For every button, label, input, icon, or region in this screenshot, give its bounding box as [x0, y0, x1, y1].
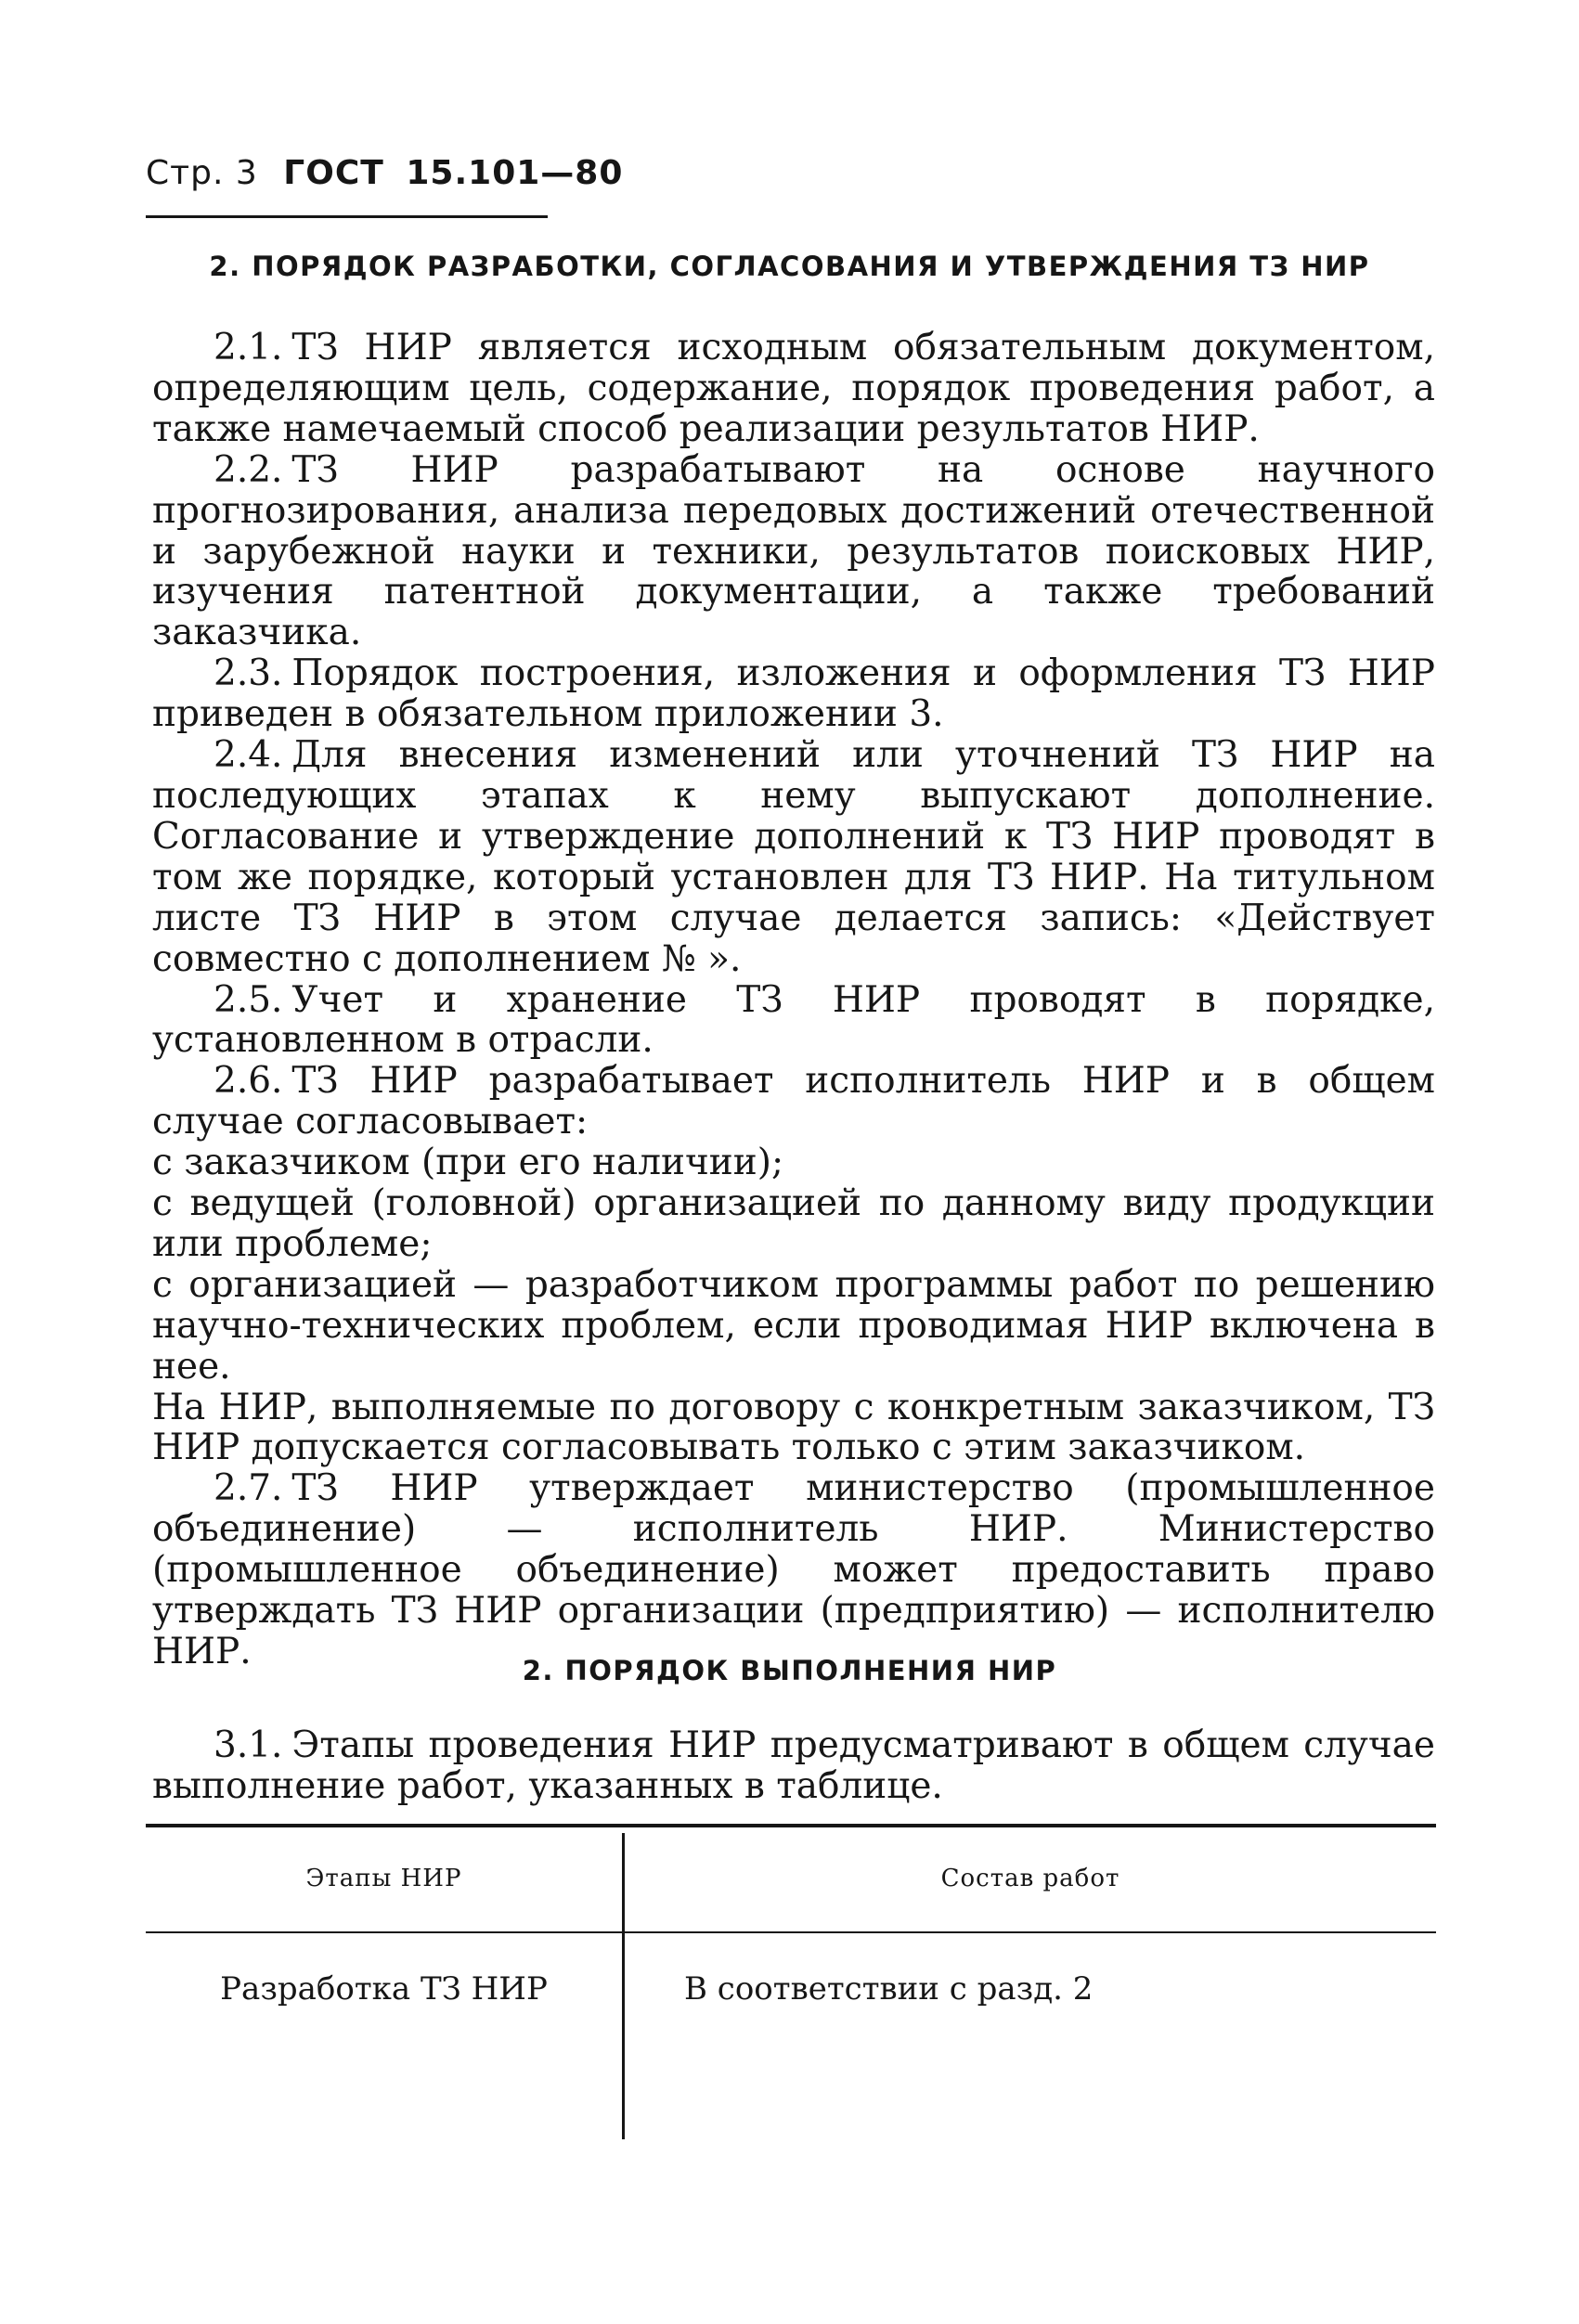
clause-text: Учет и хранение ТЗ НИР проводят в порядке, установленном в отрасли. — [152, 978, 1435, 1062]
column-header-stage: Этапы НИР — [305, 1865, 462, 1892]
clause-text: Для внесения изменений или уточнений ТЗ НИР на последующих этапах к нему выпускают дополнение. Согласование и утверждение дополнений к ТЗ НИР проводят в том же порядке, который установлен для ТЗ НИР. На титульном листе ТЗ НИР в этом случае делается запись: «Действует совместно с дополнением № ». — [152, 734, 1435, 980]
approval-item: с ведущей (головной) организацией по данному виду продукции или проблеме; — [152, 1182, 1435, 1265]
column-header-works: Состав работ — [940, 1865, 1120, 1892]
clause-2-6-note: На НИР, выполняемые по договору с конкретным заказчиком, ТЗ НИР допускается согласовывать только с этим заказчиком. — [152, 1386, 1435, 1469]
clause-2-1 — [152, 328, 1435, 450]
standard-label: ГОСТ — [283, 154, 384, 192]
clause-text: ТЗ НИР является исходным обязательным документом, определяющим цель, содержание, порядок проведения работ, а также намечаемый способ реализации результатов НИР. — [152, 327, 1435, 450]
clause-2-2 — [152, 450, 1435, 654]
clause-3-1 — [152, 1725, 1435, 1807]
clause-2-7 — [152, 1468, 1435, 1672]
clause-number: 2.3. — [214, 652, 283, 695]
clause-text: ТЗ НИР разрабатывает исполнитель НИР и в общем случае согласовывает: — [152, 1060, 1435, 1143]
approval-item: с заказчиком (при его наличии); — [152, 1142, 784, 1184]
section-3-title: 2. ПОРЯДОК ВЫПОЛНЕНИЯ НИР — [522, 1655, 1057, 1686]
clause-number: 2.7. — [214, 1467, 283, 1510]
section-2-title: 2. ПОРЯДОК РАЗРАБОТКИ, СОГЛАСОВАНИЯ И УТВЕРЖДЕНИЯ ТЗ НИР — [209, 251, 1370, 282]
clause-text: ТЗ НИР разрабатывают на основе научного прогнозирования, анализа передовых достижений отечественной и зарубежной науки и техники, результатов поисковых НИР, изучения патентной документации, а также требований заказчика. — [152, 448, 1435, 654]
clause-number: 2.4. — [214, 734, 283, 777]
table-header-rule — [146, 1931, 1436, 1933]
clause-number: 2.2. — [214, 448, 283, 491]
stages-table — [146, 1824, 1436, 2139]
running-head — [146, 154, 623, 192]
clause-text: Этапы проведения НИР предусматривают в общем случае выполнение работ, указанных в таблице. — [152, 1724, 1435, 1807]
table-top-rule — [146, 1824, 1436, 1827]
clause-number: 2.5. — [214, 978, 283, 1021]
clause-number: 2.1. — [214, 327, 283, 368]
clause-number: 3.1. — [214, 1724, 283, 1766]
table-cell-stage: Разработка ТЗ НИР — [220, 1970, 548, 2008]
clause-2-4 — [152, 735, 1435, 979]
table-cell-works: В соответствии с разд. 2 — [684, 1970, 1094, 2008]
header-rule — [146, 215, 548, 218]
clause-2-6 — [152, 1061, 1435, 1143]
clause-number: 2.6. — [214, 1060, 283, 1103]
page-number: Стр. 3 — [146, 154, 258, 192]
section-2-body — [152, 328, 1435, 1672]
standard-code: 15.101—80 — [406, 154, 624, 192]
section-3-body — [152, 1725, 1435, 1807]
approval-item: с организацией — разработчиком программы работ по решению научно-технических проблем, если проводимая НИР включена в нее. — [152, 1263, 1435, 1388]
clause-text: ТЗ НИР утверждает министерство (промышленное объединение) — исполнитель НИР. Министерство (промышленное объединение) может предоставить право утверждать ТЗ НИР организации (предприятию) — исполнителю НИР. — [152, 1467, 1435, 1672]
clause-2-5 — [152, 980, 1435, 1062]
clause-text: Порядок построения, изложения и оформления ТЗ НИР приведен в обязательном приложении 3. — [152, 652, 1435, 736]
clause-2-3 — [152, 653, 1435, 735]
